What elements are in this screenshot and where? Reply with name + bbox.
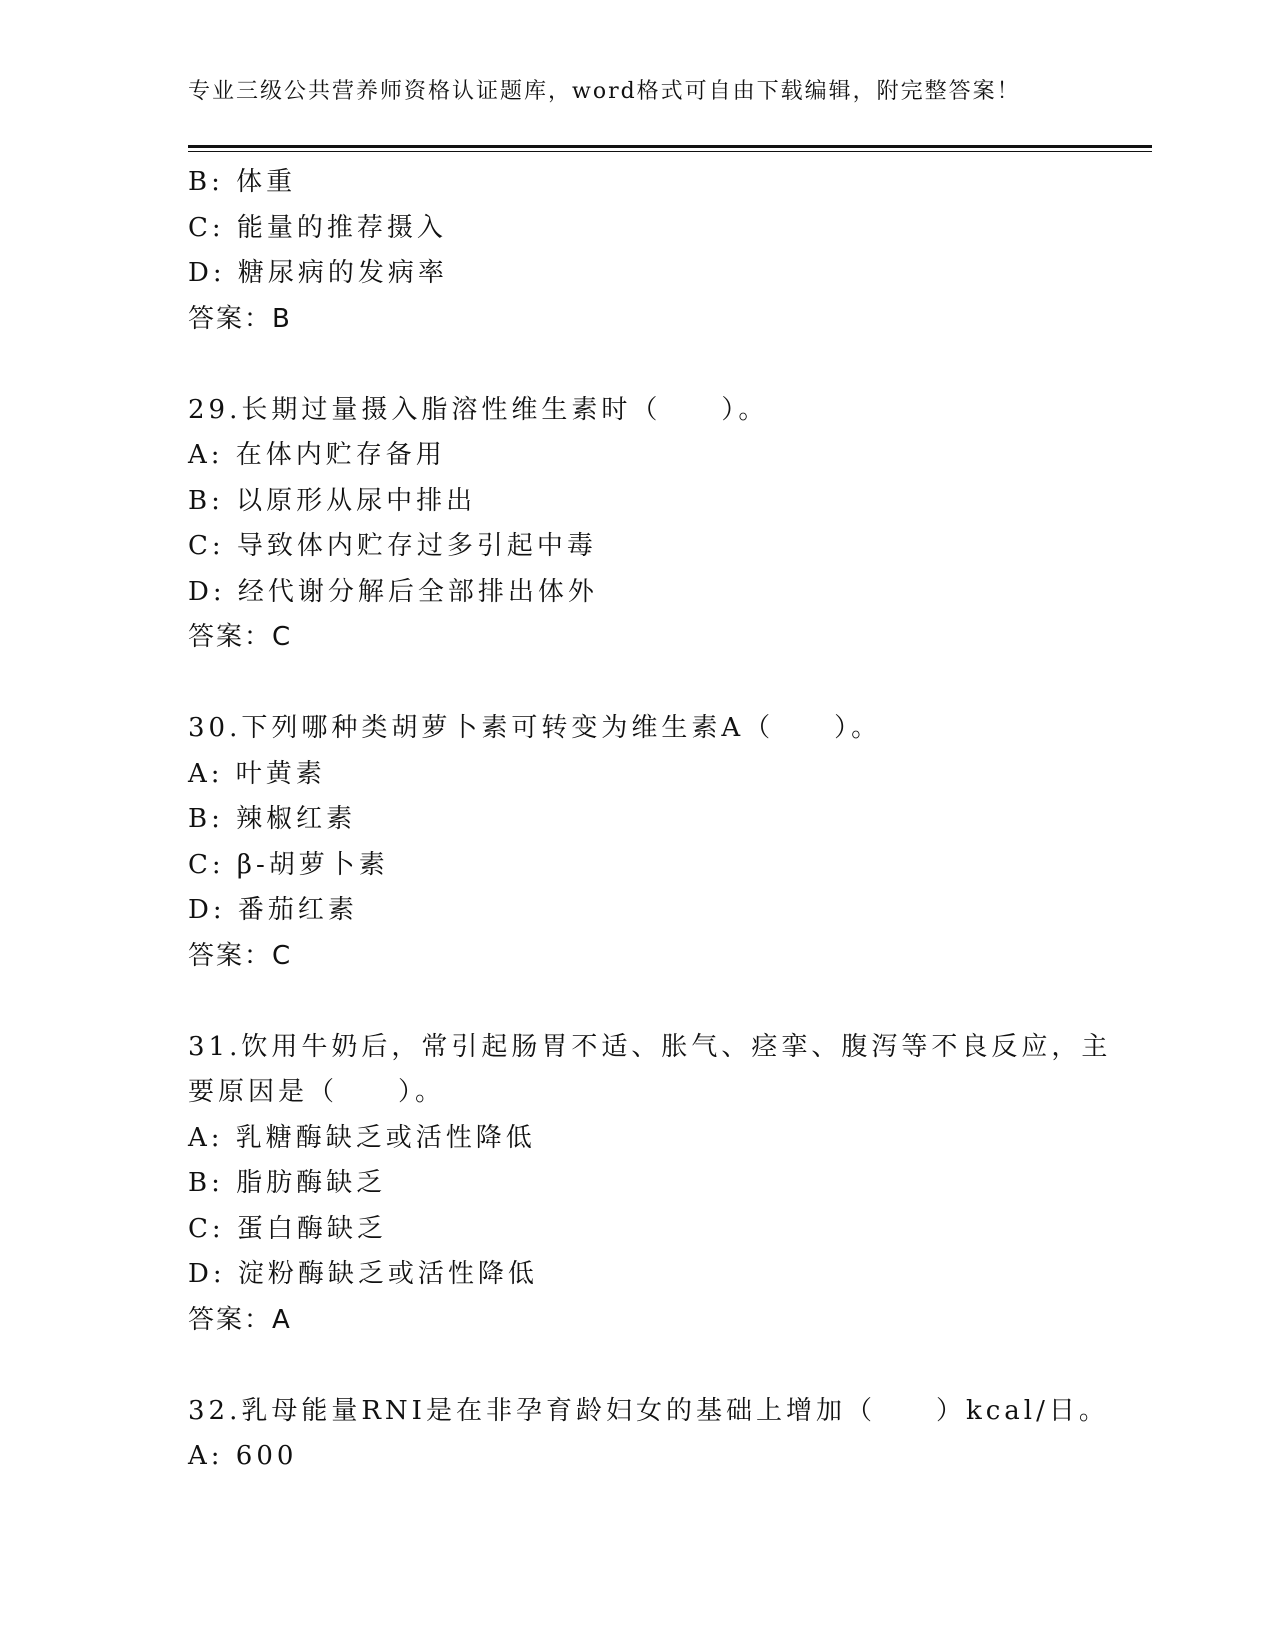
spacer [188,1343,1128,1389]
option-b: B: 脂肪酶缺乏 [188,1168,387,1198]
option-a: A: 600 [188,1441,298,1471]
option-c: C: 能量的推荐摄入 [188,212,447,243]
question-32 [188,1389,1128,1480]
option-b: B: 辣椒红素 [188,804,357,834]
header-rule-thin [188,151,1152,152]
spacer [188,342,1128,388]
question-28-tail [188,160,1128,342]
spacer [188,661,1128,707]
answer: 答案：C [188,622,293,652]
option-d: D: 经代谢分解后全部排出体外 [188,576,598,607]
option-b: B: 以原形从尿中排出 [188,485,477,516]
option-a: A: 叶黄素 [188,758,326,789]
option-a: A: 在体内贮存备用 [188,440,446,470]
question-30 [188,706,1128,979]
option-d: D: 淀粉酶缺乏或活性降低 [188,1259,538,1289]
option-c: C: 导致体内贮存过多引起中毒 [188,531,597,561]
page-header: 专业三级公共营养师资格认证题库，word格式可自由下载编辑，附完整答案！ [188,79,1021,104]
question-content [188,160,1128,1480]
option-a: A: 乳糖酶缺乏或活性降低 [188,1122,536,1153]
option-b: B: 体重 [188,167,297,197]
question-29 [188,388,1128,661]
option-d: D: 糖尿病的发病率 [188,258,448,288]
question-stem: 29.长期过量摄入脂溶性维生素时（ ）。 [188,394,769,425]
answer: 答案：C [188,940,293,971]
option-c: C: β-胡萝卜素 [188,849,389,880]
option-c: C: 蛋白酶缺乏 [188,1213,387,1244]
question-stem: 30.下列哪种类胡萝卜素可转变为维生素A（ ）。 [188,713,882,743]
question-stem: 32.乳母能量RNI是在非孕育龄妇女的基础上增加（ ）kcal/日。 [188,1395,1109,1426]
answer: 答案：A [188,1304,292,1335]
question-stem-line-2: 要原因是（ ）。 [188,1077,446,1107]
answer: 答案：B [188,303,292,334]
spacer [188,979,1128,1025]
header-rule-thick [188,145,1152,148]
question-stem-line-1: 31.饮用牛奶后，常引起肠胃不适、胀气、痉挛、腹泻等不良反应，主 [188,1031,1112,1062]
option-d: D: 番茄红素 [188,895,358,925]
question-31 [188,1025,1128,1344]
